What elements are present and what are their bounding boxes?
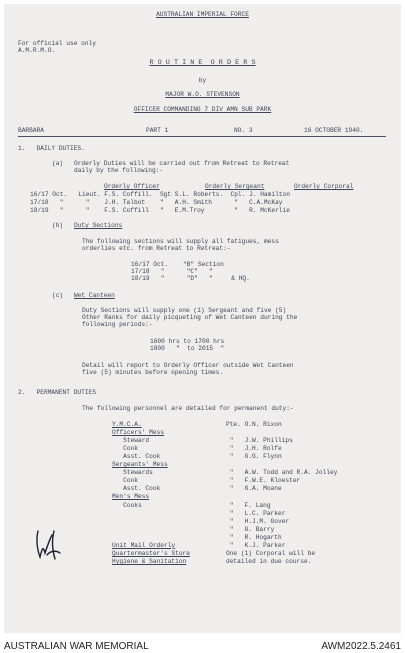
official-use-note: For official use only [18, 40, 96, 47]
duty-role: Asst. Cook [112, 485, 161, 493]
col-orderly-officer: Orderly Officer [104, 183, 160, 190]
section1c-title: Wet Canteen [74, 292, 115, 299]
section1c-text-3: following periods:- [82, 321, 153, 328]
author-line: MAJOR W.O. STEVENSON [165, 91, 240, 98]
duty-person: " J.W. Phillips [226, 437, 293, 445]
duty-role: Officers' Mess [112, 429, 164, 437]
section1a-text-2: daily by the following:- [74, 167, 164, 174]
duty-person: " G.A. Moane [226, 485, 282, 493]
section1c-text-2: Other Ranks for daily picqueting of Wet Canteen during the [82, 314, 298, 321]
number-label: NO. 3 [234, 127, 253, 134]
section1c-text-1: Duty Sections will supply one (1) Sergeant and five (5) [82, 307, 287, 314]
section1a-text-1: Orderly Duties will be carried out from Retreat to Retreat [74, 160, 290, 167]
official-use-code: A.M.R.M.O. [18, 47, 56, 54]
section-row: 18/19 " "D" " & HQ. [131, 275, 250, 282]
duty-person: " K.J. Parker [226, 541, 286, 549]
duty-role: Cooks [112, 501, 142, 509]
section1a-label: (a) [52, 160, 64, 167]
duty-person: " F. Lang [226, 501, 271, 509]
canteen-detail-1: Detail will report to Orderly Officer outside Wet Canteen [82, 362, 294, 369]
duty-role: Sergeants' Mess [112, 461, 168, 469]
date-label: 16 OCTOBER 1940. [304, 127, 364, 134]
duty-role: Quartermaster's Store [112, 549, 190, 557]
duty-person: " J.H. Rolfe [226, 445, 282, 453]
col-orderly-sergeant: Orderly Sergeant [205, 183, 265, 190]
duty-person: " L.C. Parker [226, 509, 286, 517]
canteen-time-2: 1800 " to 2015 " [150, 345, 225, 352]
duty-role: Asst. Cook [112, 453, 161, 461]
section1b-label: (b) [52, 222, 64, 229]
section2-intro: The following personnel are detailed for permanent duty:- [82, 405, 294, 412]
section-row: 16/17 Oct. "B" Section [131, 261, 224, 268]
duty-role: Men's Mess [112, 493, 150, 501]
duty-role: Unit Mail Orderly [112, 541, 176, 549]
section1c-label: (c) [52, 292, 64, 299]
section1b-text-2: orderlies etc. from Retreat to Retreat:- [82, 245, 231, 252]
section1b-text-1: The following sections will supply all fatigues, mess [82, 238, 279, 245]
duty-row: 16/17 Oct. Lieut. F.S. Coffill. Sgt S.L. Roberts. Cpl. J. Hamilton [30, 191, 290, 198]
duty-role: Cook [112, 477, 138, 485]
duty-role: Steward [112, 437, 150, 445]
section2-heading: 2. PERMANENT DUTIES [18, 389, 96, 396]
officer-line: OFFICER COMMANDING 7 DIV AMN SUB PARK [133, 106, 272, 113]
duty-person: " H.J.M. Gover [226, 517, 290, 525]
duty-person: " G.G. Flynn [226, 453, 282, 461]
footer-accession-number: AWM2022.5.2461 [321, 641, 401, 652]
duty-role: Stewards [112, 469, 153, 477]
duty-role: Cook [112, 445, 138, 453]
place-label: BARBARA [18, 127, 44, 134]
duty-row: 18/19 " " F.S. Coffill " E.M.Troy " R. McKerlie [30, 207, 290, 214]
handwritten-initials-signature [32, 523, 62, 565]
duty-person: " F.W.E. Kloester [226, 477, 301, 485]
duty-person: " A.W. Todd and R.A. Jolley [226, 469, 338, 477]
document-title: R O U T I N E O R D E R S [149, 59, 256, 67]
canteen-detail-2: five (5) minutes before opening times. [82, 369, 224, 376]
section1-heading: 1. DAILY DUTIES. [18, 145, 85, 152]
footer-institution: AUSTRALIAN WAR MEMORIAL [4, 641, 149, 652]
duty-row: 17/18 " " J.H. Talbot " A.H. Smith " C.A.McKay [30, 199, 283, 206]
section1b-title: Duty Sections [74, 222, 123, 229]
canteen-time-1: 1600 hrs to 1700 hrs [150, 338, 225, 345]
duty-person: One (1) Corporal will be [226, 549, 316, 557]
duty-role: Y.M.C.A. [112, 421, 142, 428]
col-orderly-corporal: Orderly Corporal [294, 183, 354, 190]
header-rule [18, 136, 386, 137]
duty-person: " G. Barry [226, 525, 275, 533]
duty-role: Hygiene & Sanitation [112, 557, 187, 565]
force-title: AUSTRALIAN IMPERIAL FORCE [156, 11, 249, 18]
footer-bar [0, 633, 405, 653]
duty-person: Pte. O.N. Rixon [226, 421, 282, 428]
part-label: PART 1 [146, 127, 169, 134]
section-row: 17/18 " "C" " [131, 268, 213, 275]
by-text: by [198, 77, 207, 84]
duty-person: " R. Hogarth [226, 533, 282, 541]
duty-person: detailed in due course. [226, 557, 312, 565]
